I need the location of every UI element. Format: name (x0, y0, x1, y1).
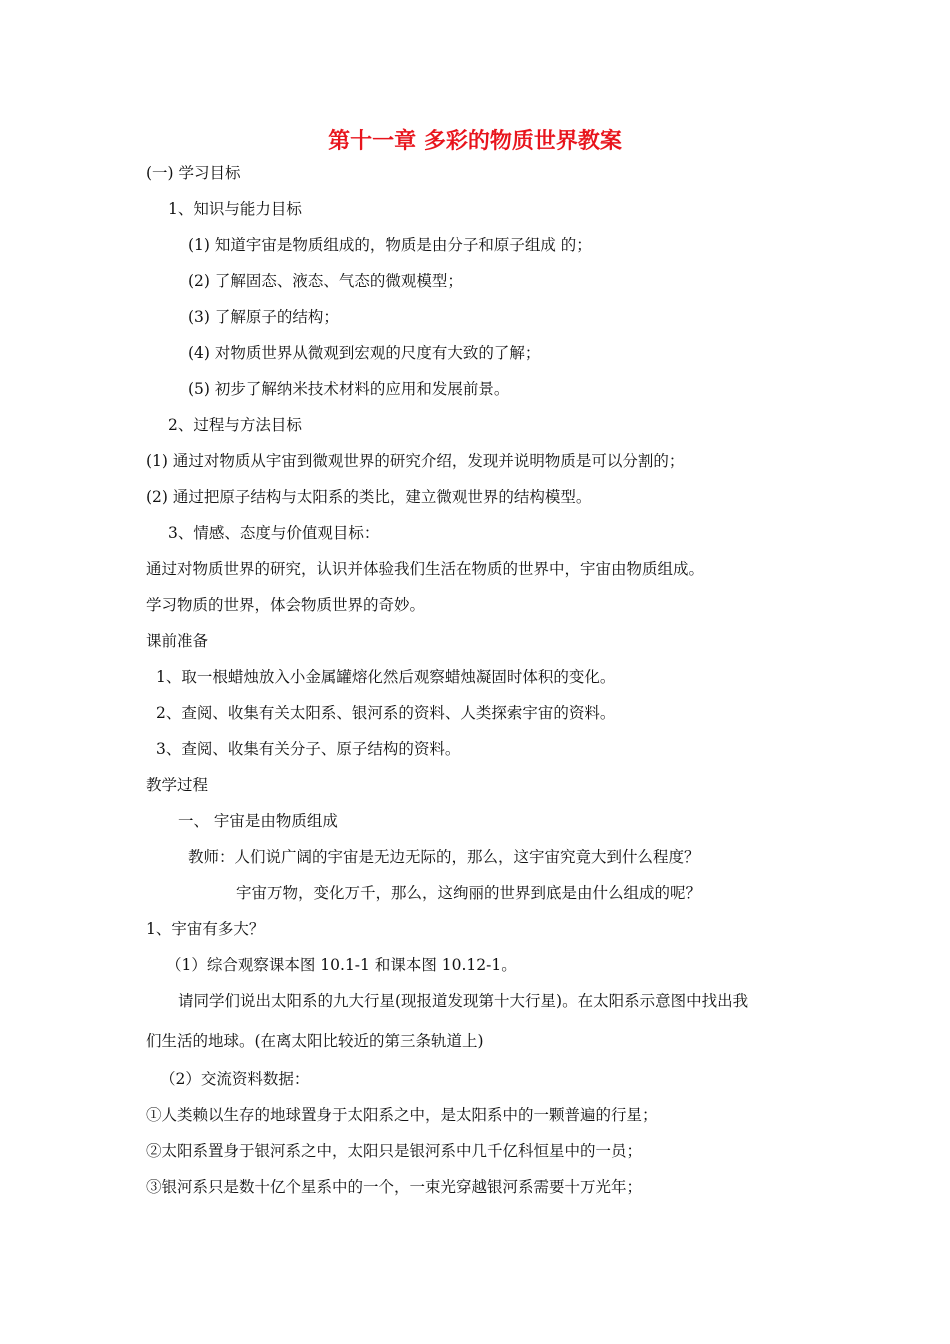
list-item: （2）交流资料数据： (160, 1070, 310, 1088)
list-item: ③银河系只是数十亿个星系中的一个，一束光穿越银河系需要十万光年； (146, 1178, 643, 1196)
list-item: 1、取一根蜡烛放入小金属罐熔化然后观察蜡烛凝固时体积的变化。 (156, 668, 616, 686)
list-item: ②太阳系置身于银河系之中，太阳只是银河系中几千亿科恒星中的一员； (146, 1142, 643, 1160)
list-item: （1）综合观察课本图 10.1-1 和课本图 10.12-1。 (166, 956, 517, 974)
section-heading: 课前准备 (146, 632, 209, 650)
list-item: 2、查阅、收集有关太阳系、银河系的资料、人类探索宇宙的资料。 (156, 704, 616, 722)
list-item: (2) 了解固态、液态、气态的微观模型； (188, 272, 463, 290)
paragraph: 们生活的地球。(在离太阳比较近的第三条轨道上) (146, 1032, 484, 1050)
list-item: (2) 通过把原子结构与太阳系的类比，建立微观世界的结构模型。 (146, 488, 592, 506)
paragraph: 请同学们说出太阳系的九大行星(现报道发现第十大行星)。在太阳系示意图中找出我 (178, 992, 749, 1010)
list-item: (4) 对物质世界从微观到宏观的尺度有大致的了解； (188, 344, 541, 362)
list-item: (1) 知道宇宙是物质组成的，物质是由分子和原子组成 的； (188, 236, 592, 254)
document-title: 第十一章 多彩的物质世界教案 (328, 129, 622, 154)
paragraph: 通过对物质世界的研究，认识并体验我们生活在物质的世界中，宇宙由物质组成。 (146, 560, 705, 578)
paragraph: 宇宙万物，变化万千，那么，这绚丽的世界到底是由什么组成的呢？ (236, 884, 702, 902)
subsection-heading: 1、宇宙有多大？ (146, 920, 265, 938)
list-item: (3) 了解原子的结构； (188, 308, 339, 326)
paragraph: 学习物质的世界，体会物质世界的奇妙。 (146, 596, 426, 614)
paragraph: 教师：人们说广阔的宇宙是无边无际的，那么，这宇宙究竟大到什么程度？ (188, 848, 700, 866)
list-item: (5) 初步了解纳米技术材料的应用和发展前景。 (188, 380, 510, 398)
list-item: ①人类赖以生存的地球置身于太阳系之中，是太阳系中的一颗普遍的行星； (146, 1106, 658, 1124)
subsection-heading: 3、情感、态度与价值观目标： (168, 524, 380, 542)
section-heading: 教学过程 (146, 776, 209, 794)
subsection-heading: 一、 宇宙是由物质组成 (178, 812, 338, 830)
list-item: (1) 通过对物质从宇宙到微观世界的研究介绍，发现并说明物质是可以分割的； (146, 452, 685, 470)
section-heading: (一) 学习目标 (146, 164, 241, 182)
list-item: 3、查阅、收集有关分子、原子结构的资料。 (156, 740, 461, 758)
subsection-heading: 2、过程与方法目标 (168, 416, 302, 434)
subsection-heading: 1、知识与能力目标 (168, 200, 302, 218)
